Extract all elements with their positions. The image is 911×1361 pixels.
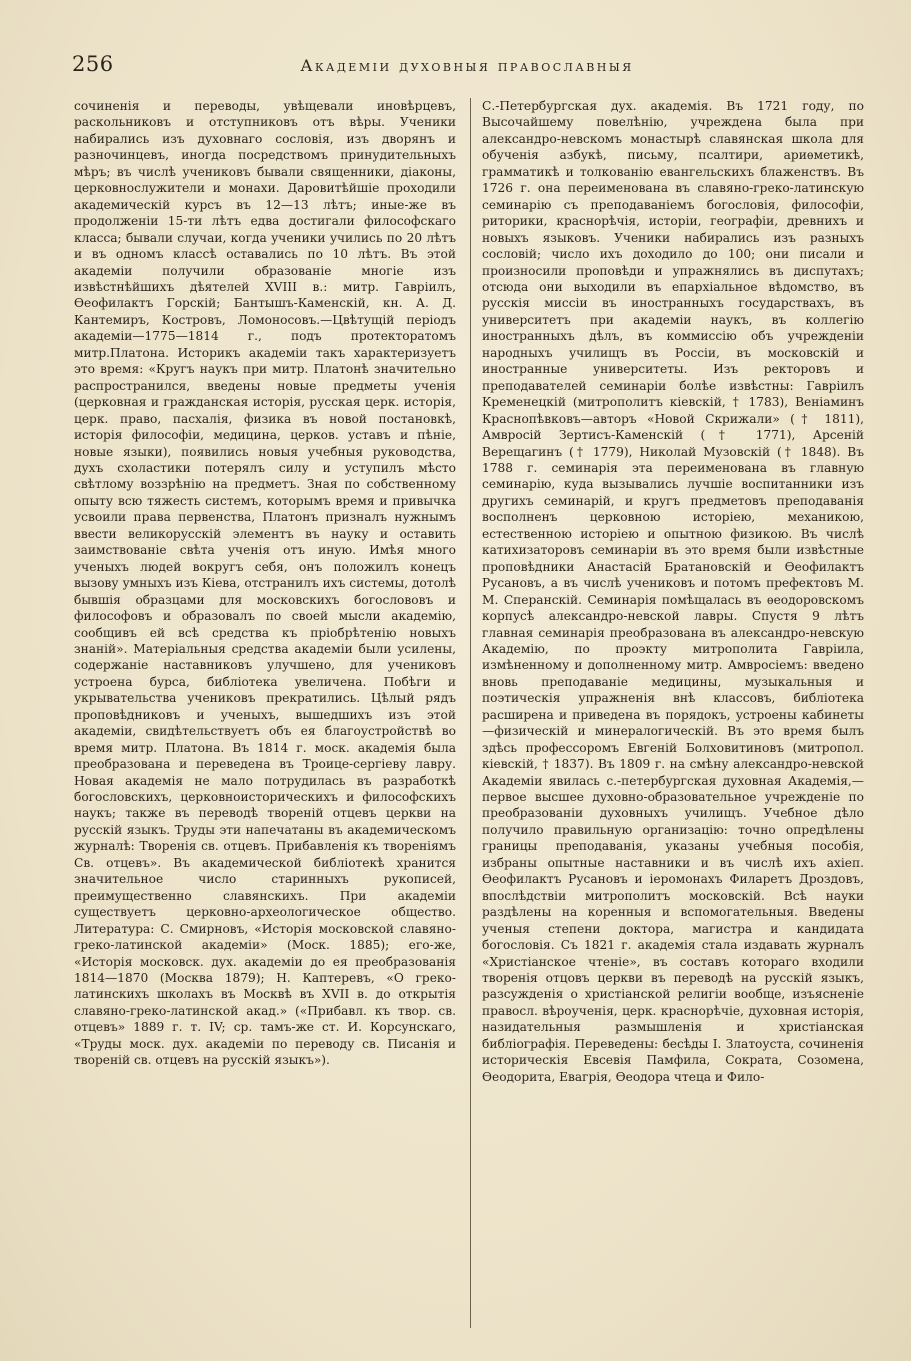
column-divider bbox=[470, 98, 471, 1328]
right-column-text: С.-Петербургская дух. академія. Въ 1721 году, по Высочайшему повелѣнію, учреждена была при александро-невскомъ монастырѣ славянская школа для обученія азбукѣ, письму, псалтири, ариѳметикѣ, грамматикѣ и толкованію евангельскихъ блаженствъ. Въ 1726 г. она переименована въ славяно-греко-латинскую семинарію съ преподаваніемъ богословія, философіи, риторики, краснорѣчія, исторіи, географіи, древнихъ и новыхъ языковъ. Ученики набирались изъ разныхъ сословій; число ихъ доходило до 100; они писали и произносили проповѣди и упражнялись въ диспутахъ; отсюда они выходили въ епархіальное вѣдомство, въ русскія миссіи въ иностранныхъ государствахъ, въ университетъ при академіи наукъ, въ коллегію иностранныхъ дѣлъ, въ коммиссію объ учрежденіи народныхъ училищъ въ Россіи, въ московскій и иностранные университеты. Изъ ректоровъ и преподавателей семинаріи болѣе извѣстны: Гавріилъ Кременецкій (митрополитъ кіевскій, † 1783), Веніаминъ Краснопѣвковъ—авторъ «Новой Скрижали» († 1811), Амвросій Зертисъ-Каменскій († 1771), Арсеній Верещагинъ († 1779), Николай Музовскій († 1848). Въ 1788 г. семинарія эта переименована въ главную семинарію, куда вызывались лучшіе воспитанники изъ другихъ семинарій, и кругъ предметовъ преподаванія восполненъ церковною исторіею, механикою, естественною исторіею и опытною физикою. Въ числѣ катихизаторовъ семинаріи въ это время были извѣстные проповѣдники Анастасій Братановскій и Ѳеофилактъ Русановъ, а въ числѣ учениковъ и потомъ префектовъ М. М. Сперанскій. Семинарія помѣщалась въ ѳеодоровскомъ корпусѣ александро-невской лавры. Спустя 9 лѣтъ главная семинарія преобразована въ александро-невскую Академію, по проэкту митрополита Гавріила, измѣненному и дополненному митр. Амвросіемъ: введено вновь преподаваніе медицины, музыкальныя и поэтическія упражненія внѣ классовъ, библіотека расширена и приведена въ порядокъ, устроены кабинеты—физическій и минералогическій. Въ это время былъ здѣсь профессоромъ Евгеній Болховитиновъ (митропол. кіевскій, † 1837). Въ 1809 г. на смѣну александро-невской Академіи явилась с.-петербургская духовная Академія,—первое высшее духовно-образовательное учрежденіе по преобразованіи духовныхъ училищъ. Учебное дѣло получило правильную организацію: точно опредѣлены границы преподаванія, указаны учебныя пособія, избраны опытные наставники и въ числѣ ихъ ахіеп. Ѳеофилактъ Русановъ и іеромонахъ Филаретъ Дроздовъ, впослѣдствіи митрополитъ московскій. Всѣ науки раздѣлены на коренныя и вспомогательныя. Введены ученыя степени доктора, магистра и кандидата богословія. Съ 1821 г. академія стала издавать журналъ «Христіанское чтеніе», въ составъ котораго входили творенія отцовъ церкви въ переводѣ на русскій языкъ, разсужденія о христіанской религіи вообще, изъясненіе правосл. вѣроученія, церк. краснорѣчіе, духовная исторія, назидательныя размышленія и христіанская библіографія. Переведены: бесѣды І. Златоуста, сочиненія историческія Евсевія Памфила, Сократа, Созомена, Ѳеодорита, Евагрія, Ѳеодора чтеца и Фило- bbox=[482, 99, 864, 1084]
left-column-text: сочиненія и переводы, увѣщевали иновѣрцевъ, раскольниковъ и отступниковъ отъ вѣры. Ученики набирались изъ духовнаго сословія, изъ дворянъ и разночинцевъ, иногда посредствомъ принудительныхъ мѣръ; въ числѣ учениковъ бывали священники, діаконы, церковнослужители и монахи. Даровитѣйшіе проходили академическій курсъ въ 12—13 лѣтъ; иные-же въ продолженіи 15-ти лѣтъ едва достигали философскаго класса; бывали случаи, когда ученики учились по 20 лѣтъ и въ одномъ классѣ оставались по 10 лѣтъ. Въ этой академіи получили образованіе многіе изъ извѣстнѣйшихъ дѣятелей XVIII в.: митр. Гавріилъ, Ѳеофилактъ Горскій; Бантышъ-Каменскій, кн. А. Д. Кантемиръ, Костровъ, Ломоносовъ.—Цвѣтущій періодъ академіи—1775—1814 г., подъ протекторатомъ митр.Платона. Историкъ академіи такъ характеризуетъ это время: «Кругъ наукъ при митр. Платонѣ значительно распространился, введены новые предметы ученія (церковная и гражданская исторія, русская церк. исторія, церк. право, пасхалія, физика въ новой постановкѣ, исторія философіи, медицина, церков. уставъ и пѣніе, новые языки), появились новыя учебныя руководства, духъ схоластики потерялъ силу и уступилъ мѣсто свѣтлому воззрѣнію на предметъ. Зная по собственному опыту всю тяжесть системъ, которымъ время и привычка усвоили права первенства, Платонъ призналъ нужнымъ ввести великорусскій элементъ въ науку и оставить заимствованіе свѣта ученія отъ иную. Имѣя много ученыхъ людей вокругъ себя, онъ положилъ конецъ вызову умныхъ изъ Кіева, отстранилъ ихъ системы, дотолѣ бывшія образцами для московскихъ богослововъ и философовъ и образовалъ по своей мысли академію, сообщивъ ей всѣ средства къ пріобрѣтенію новыхъ знаній». Матеріальныя средства академіи были усилены, содержаніе наставниковъ улучшено, для учениковъ устроена бурса, библіотека увеличена. Побѣги и укрывательства учениковъ прекратились. Цѣлый рядъ проповѣдниковъ и ученыхъ, вышедшихъ изъ этой академіи, свидѣтельствуетъ объ ея благоустройствѣ во время митр. Платона. Въ 1814 г. моск. академія была преобразована и переведена въ Троице-сергіеву лавру. Новая академія не мало потрудилась въ разработкѣ богословскихъ, церковноисторическихъ и философскихъ наукъ; также въ переводѣ твореній отцевъ церкви на русскій языкъ. Труды эти напечатаны въ академическомъ журналѣ: Творенія св. отцевъ. Прибавленія къ твореніямъ Св. отцевъ». Въ академической библіотекѣ хранится значительное число старинныхъ рукописей, преимущественно славянскихъ. При академіи существуетъ церковно-археологическое общество. Литература: С. Смирновъ, «Исторія московской славяно-греко-латинской академіи» (Моск. 1885); его-же, «Исторія московск. дух. академіи до ея преобразованія 1814—1870 (Москва 1879); Н. Каптеревъ, «О греко-латинскихъ школахъ въ Москвѣ въ XVII в. до открытія славяно-греко-латинской акад.» («Прибавл. къ твор. св. отцевъ» 1889 г. т. IV; ср. тамъ-же ст. И. Корсунскаго, «Труды моск. дух. академіи по переводу св. Писанія и твореній св. отцевъ на русскій языкъ»). bbox=[74, 99, 456, 1068]
running-title: Академіи духовныя православныя bbox=[300, 56, 634, 75]
right-column bbox=[482, 98, 864, 1085]
page-header bbox=[72, 52, 862, 82]
left-column bbox=[74, 98, 456, 1069]
page-number: 256 bbox=[72, 52, 114, 76]
